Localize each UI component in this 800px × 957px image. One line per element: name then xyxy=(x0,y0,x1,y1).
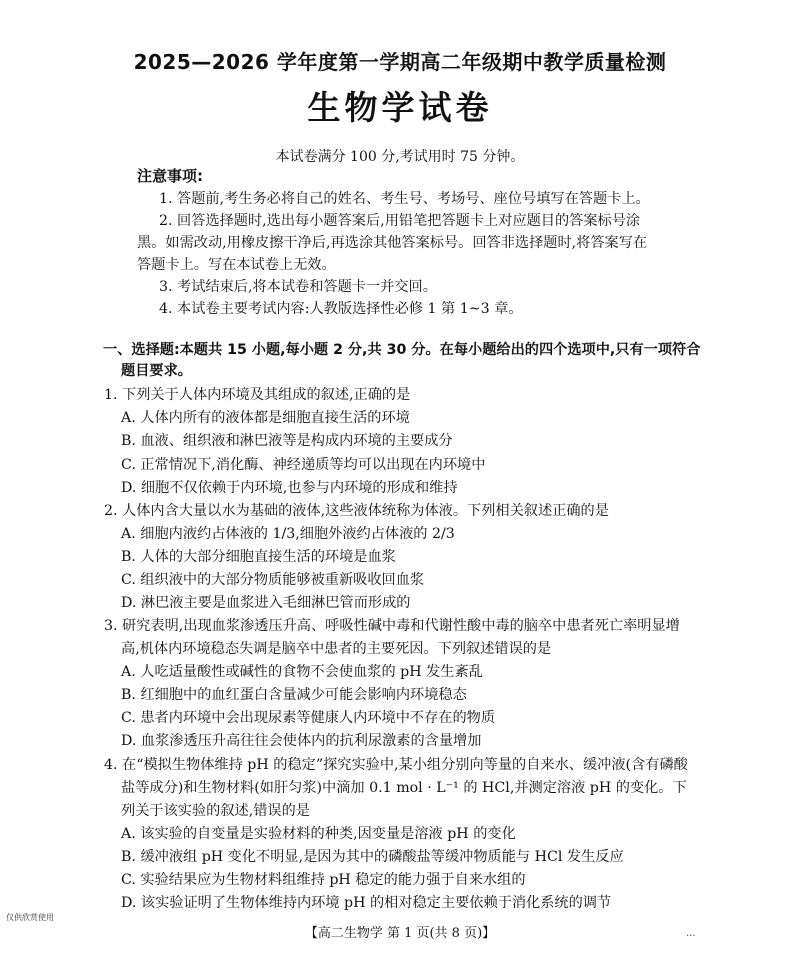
answer-option: C. 患者内环境中会出现尿素等健康人内环境中不存在的物质 xyxy=(121,710,496,726)
section-heading: 一、选择题:本题共 15 小题,每小题 2 分,共 30 分。在每小题给出的四个选项中,只有一项符合 xyxy=(103,342,701,358)
answer-option: A. 该实验的自变量是实验材料的种类,因变量是溶液 pH 的变化 xyxy=(121,826,516,842)
answer-option: B. 红细胞中的血红蛋白含量减少可能会影响内环境稳态 xyxy=(121,687,467,703)
side-note: 仅供欣赏使用 xyxy=(6,913,54,922)
answer-option: C. 实验结果应为生物材料组维持 pH 稳定的能力强于自来水组的 xyxy=(121,872,526,888)
notice-line: 答题卡上。写在本试卷上无效。 xyxy=(137,257,336,273)
answer-option: D. 该实验证明了生物体维持内环境 pH 的相对稳定主要依赖于消化系统的调节 xyxy=(121,895,612,911)
answer-option: B. 人体的大部分细胞直接生活的环境是血浆 xyxy=(121,549,396,565)
question-stem: 2. 人体内含大量以水为基础的液体,这些液体统称为体液。下列相关叙述正确的是 xyxy=(104,503,609,519)
section-heading-cont: 题目要求。 xyxy=(121,363,192,379)
page-footer: 【高二生物学 第 1 页(共 8 页)】 xyxy=(304,926,496,941)
notice-line: 3. 考试结束后,将本试卷和答题卡一并交回。 xyxy=(159,279,437,295)
question-stem: 3. 研究表明,出现血浆渗透压升高、呼吸性碱中毒和代谢性酸中毒的脑卒中患者死亡率明显增 xyxy=(104,618,680,634)
answer-option: C. 组织液中的大部分物质能够被重新吸收回血浆 xyxy=(121,572,425,588)
answer-option: D. 细胞不仅依赖于内环境,也参与内环境的形成和维持 xyxy=(121,480,458,496)
notice-line: 1. 答题前,考生务必将自己的姓名、考生号、考场号、座位号填写在答题卡上。 xyxy=(159,191,650,207)
question-stem: 4. 在“模拟生物体维持 pH 的稳定”探究实验中,某小组分别向等量的自来水、缓冲液(含有磷酸 xyxy=(104,757,688,773)
question-stem-cont: 高,机体内环境稳态失调是脑卒中患者的主要死因。下列叙述错误的是 xyxy=(121,641,552,657)
subject-title: 生物学试卷 xyxy=(307,88,493,127)
answer-option: D. 血浆渗透压升高往往会使体内的抗利尿激素的含量增加 xyxy=(121,733,482,749)
answer-option: A. 人吃适量酸性或碱性的食物不会使血浆的 pH 发生紊乱 xyxy=(121,664,483,680)
answer-option: C. 正常情况下,消化酶、神经递质等均可以出现在内环境中 xyxy=(121,457,486,473)
notice-line: 黑。如需改动,用橡皮擦干净后,再选涂其他答案标号。回答非选择题时,将答案写在 xyxy=(137,235,648,251)
notice-heading: 注意事项: xyxy=(137,167,203,185)
question-stem-cont: 盐等成分)和生物材料(如肝匀浆)中滴加 0.1 mol · L⁻¹ 的 HCl,并测定溶液 pH 的变化。下 xyxy=(121,780,687,796)
question-stem-cont: 列关于该实验的叙述,错误的是 xyxy=(121,803,310,819)
answer-option: A. 人体内所有的液体都是细胞直接生活的环境 xyxy=(121,410,410,426)
notice-line: 4. 本试卷主要考试内容:人教版选择性必修 1 第 1~3 章。 xyxy=(159,301,523,317)
notice-line: 2. 回答选择题时,选出每小题答案后,用铅笔把答题卡上对应题目的答案标号涂 xyxy=(159,213,641,229)
answer-option: B. 缓冲液组 pH 变化不明显,是因为其中的磷酸盐等缓冲物质能与 HCl 发生反应 xyxy=(121,849,624,865)
corner-mark: ... xyxy=(686,928,696,939)
answer-option: A. 细胞内液约占体液的 1/3,细胞外液约占体液的 2/3 xyxy=(121,526,455,542)
exam-meta: 本试卷满分 100 分,考试用时 75 分钟。 xyxy=(275,149,525,165)
answer-option: D. 淋巴液主要是血浆进入毛细淋巴管而形成的 xyxy=(121,595,411,611)
question-stem: 1. 下列关于人体内环境及其组成的叙述,正确的是 xyxy=(104,387,411,403)
exam-title: 2025—2026 学年度第一学期高二年级期中教学质量检测 xyxy=(133,50,667,74)
answer-option: B. 血液、组织液和淋巴液等是构成内环境的主要成分 xyxy=(121,433,453,449)
